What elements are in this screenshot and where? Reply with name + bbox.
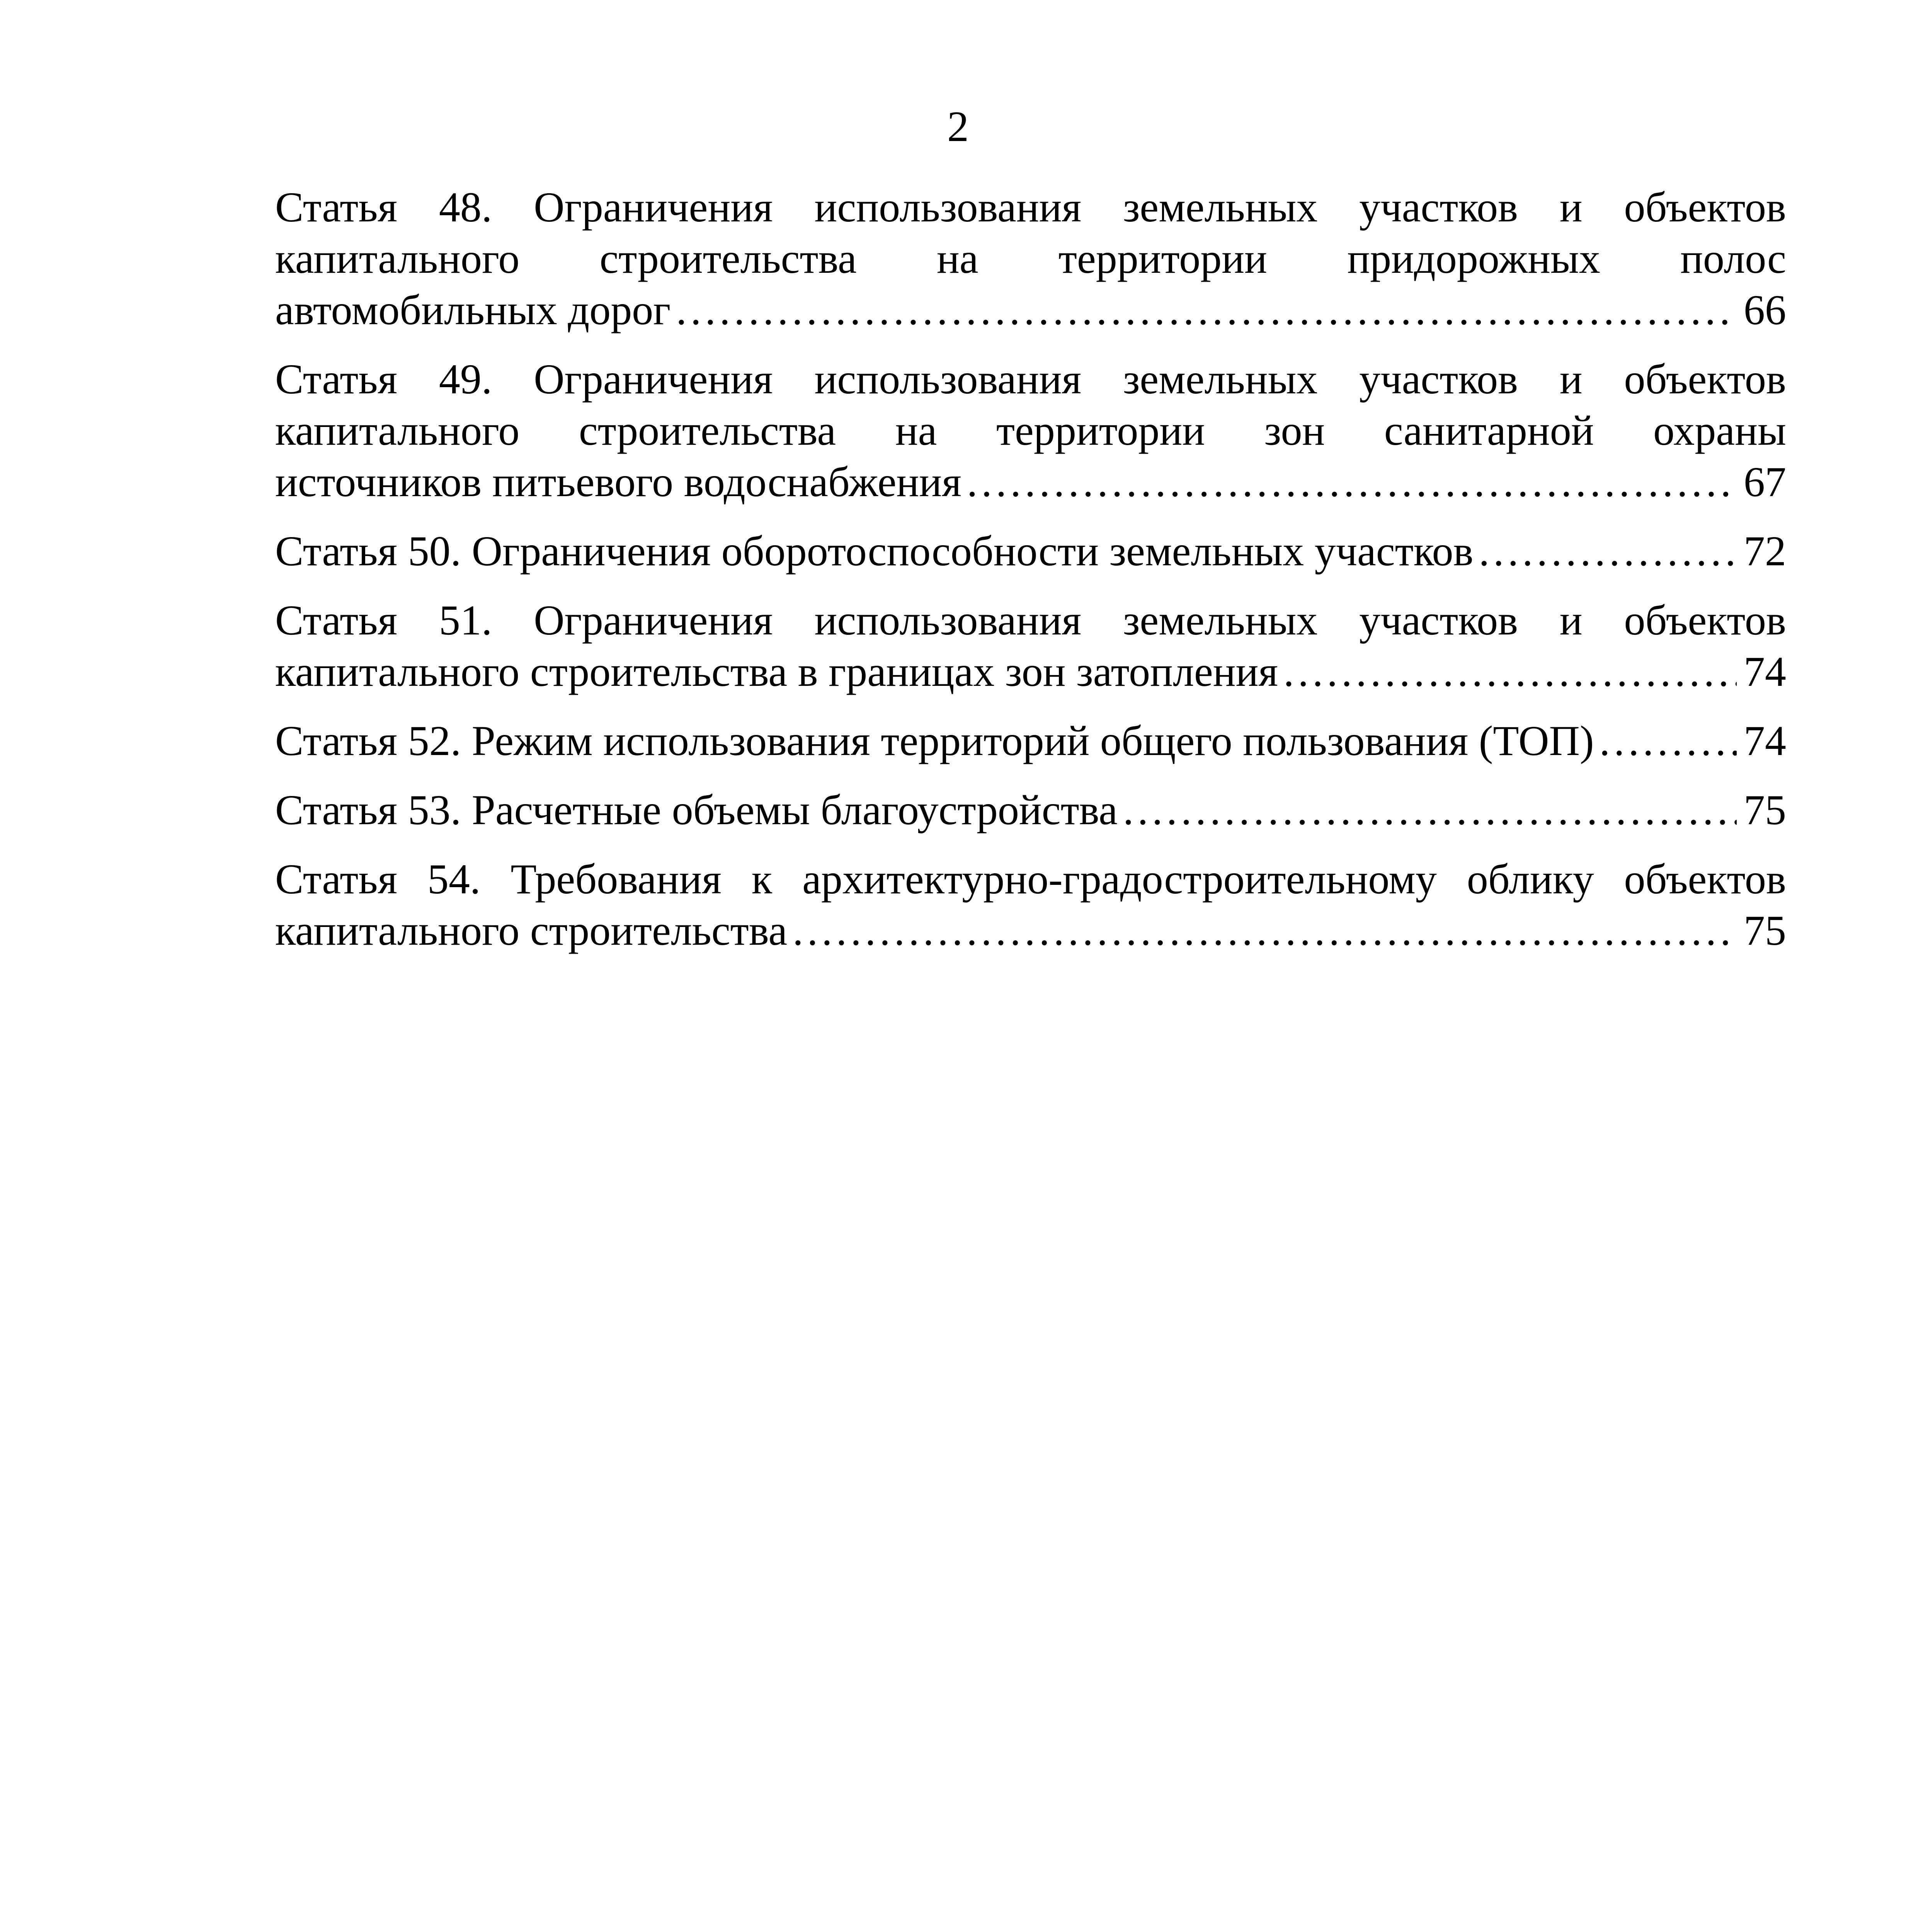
toc-entry-53[interactable] [275, 784, 1786, 836]
dot-leader [1479, 526, 1737, 577]
toc-entry-text: автомобильных дорог [275, 286, 671, 333]
toc-entry-last-line [275, 646, 1786, 697]
toc-page-number: 75 [1744, 907, 1786, 954]
toc-entry-line: Статья 51. Ограничения использования земельных участков и объектов [275, 597, 1786, 644]
toc-entry-50[interactable] [275, 526, 1786, 577]
toc-entry-last-line [275, 905, 1786, 956]
dot-leader [793, 905, 1737, 956]
toc-page-number: 75 [1744, 786, 1786, 833]
toc-entry-line: Статья 48. Ограничения использования земельных участков и объектов [275, 184, 1786, 231]
toc-entry-51[interactable] [275, 595, 1786, 697]
table-of-contents [275, 182, 1786, 974]
toc-entry-text: источников питьевого водоснабжения [275, 458, 961, 505]
toc-entry-text: Статья 52. Режим использования территорий общего пользования (ТОП) [275, 717, 1594, 764]
dot-leader [967, 456, 1737, 508]
toc-entry-text: Статья 50. Ограничения оборотоспособности земельных участков [275, 527, 1474, 575]
toc-entry-text: Статья 53. Расчетные объемы благоустройства [275, 786, 1118, 833]
toc-entry-last-line [275, 526, 1786, 577]
toc-entry-line: Статья 49. Ограничения использования земельных участков и объектов [275, 355, 1786, 403]
toc-entry-line: Статья 54. Требования к архитектурно-градостроительному облику объектов [275, 855, 1786, 903]
toc-entry-last-line [275, 784, 1786, 836]
dot-leader [676, 284, 1737, 336]
toc-entry-54[interactable] [275, 854, 1786, 956]
toc-entry-48[interactable] [275, 182, 1786, 336]
toc-entry-text: капитального строительства в границах зон затопления [275, 648, 1278, 695]
toc-entry-line: капитального строительства на территории придорожных полос [275, 235, 1786, 282]
dot-leader [1283, 646, 1737, 697]
toc-entry-last-line [275, 715, 1786, 767]
dot-leader [1123, 784, 1737, 836]
page-number: 2 [947, 103, 969, 151]
toc-entry-line: капитального строительства на территории зон санитарной охраны [275, 407, 1786, 454]
toc-page-number: 72 [1744, 527, 1786, 575]
toc-page-number: 67 [1744, 458, 1786, 505]
toc-entry-49[interactable] [275, 354, 1786, 508]
toc-entry-text: капитального строительства [275, 907, 788, 954]
toc-entry-last-line [275, 456, 1786, 508]
dot-leader [1600, 715, 1737, 767]
toc-page-number: 74 [1744, 717, 1786, 764]
toc-page-number: 74 [1744, 648, 1786, 695]
toc-page-number: 66 [1744, 286, 1786, 333]
toc-entry-52[interactable] [275, 715, 1786, 767]
toc-entry-last-line [275, 284, 1786, 336]
